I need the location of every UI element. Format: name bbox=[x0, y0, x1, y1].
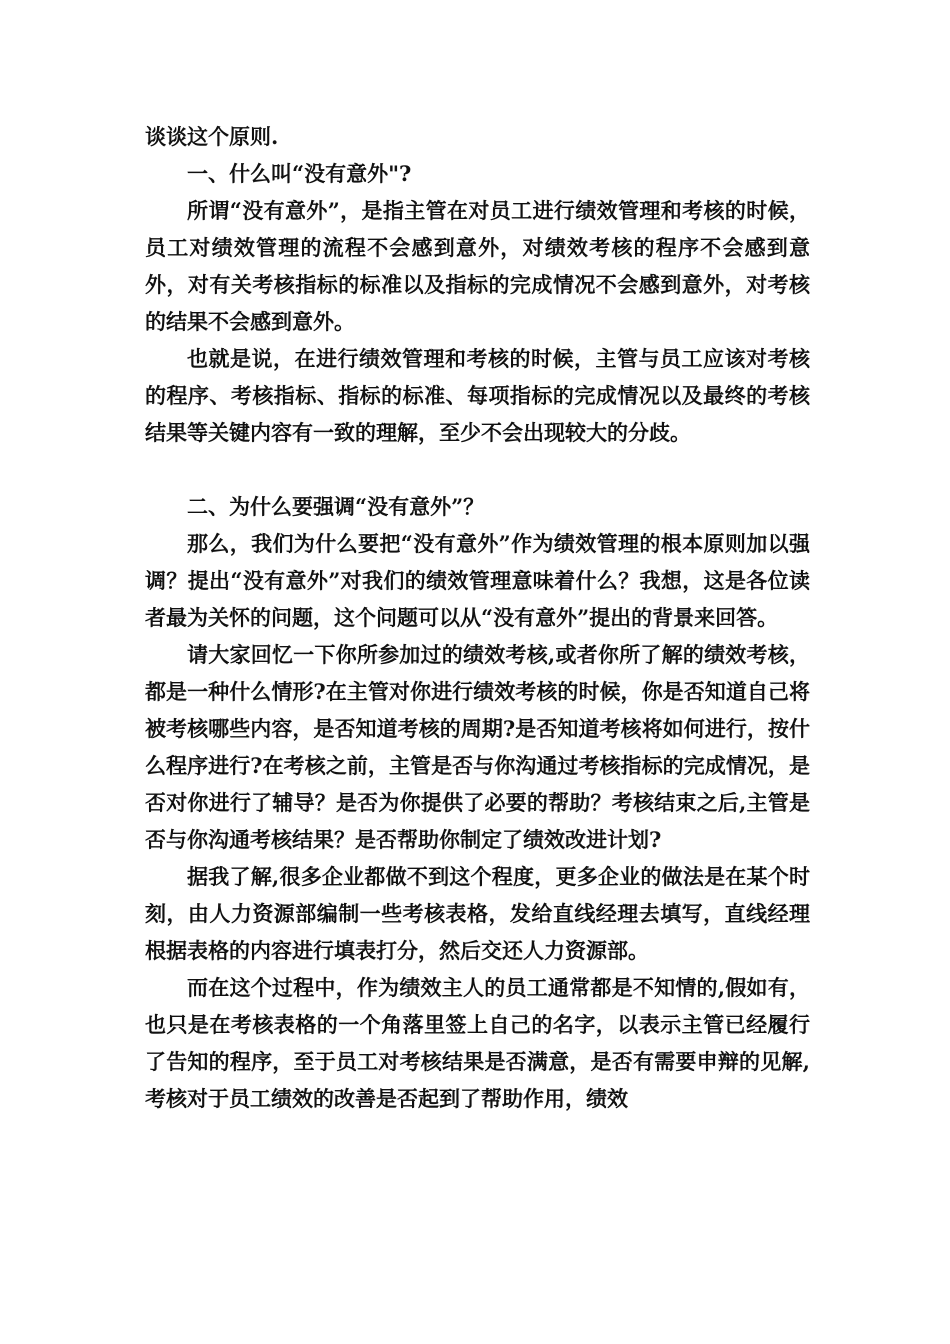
paragraph: 那么，我们为什么要把“没有意外”作为绩效管理的根本原则加以强调？提出“没有意外”对我们的绩效管理意味着什么？我想，这是各位读者最为关怀的问题，这个问题可以从“没有意外”提出的背景来回答。 bbox=[145, 531, 810, 630]
paragraph-continuation: 谈谈这个原则. bbox=[145, 124, 279, 149]
paragraph: 而在这个过程中，作为绩效主人的员工通常都是不知情的,假如有，也只是在考核表格的一个角落里签上自己的名字，以表示主管已经履行了告知的程序，至于员工对考核结果是否满意，是否有需要申辩的见解,考核对于员工绩效的改善是否起到了帮助作用，绩效 bbox=[145, 975, 810, 1111]
section-heading-1: 一、什么叫“没有意外"? bbox=[187, 161, 412, 186]
document-body bbox=[145, 118, 810, 1117]
paragraph: 请大家回忆一下你所参加过的绩效考核,或者你所了解的绩效考核，都是一种什么情形?在主管对你进行绩效考核的时候，你是否知道自己将被考核哪些内容，是否知道考核的周期?是否知道考核将如何进行，按什么程序进行?在考核之前，主管是否与你沟通过考核指标的完成情况，是否对你进行了辅导？是否为你提供了必要的帮助？考核结束之后,主管是否与你沟通考核结果？是否帮助你制定了绩效改进计划? bbox=[145, 642, 810, 852]
paragraph: 所谓“没有意外”，是指主管在对员工进行绩效管理和考核的时候，员工对绩效管理的流程不会感到意外，对绩效考核的程序不会感到意外，对有关考核指标的标准以及指标的完成情况不会感到意外，对考核的结果不会感到意外。 bbox=[145, 198, 810, 334]
paragraph: 据我了解,很多企业都做不到这个程度，更多企业的做法是在某个时刻，由人力资源部编制一些考核表格，发给直线经理去填写，直线经理根据表格的内容进行填表打分，然后交还人力资源部。 bbox=[145, 864, 810, 963]
section-heading-2: 二、为什么要强调“没有意外”？ bbox=[187, 494, 485, 519]
paragraph: 也就是说，在进行绩效管理和考核的时候，主管与员工应该对考核的程序、考核指标、指标的标准、每项指标的完成情况以及最终的考核结果等关键内容有一致的理解，至少不会出现较大的分歧。 bbox=[145, 346, 810, 445]
